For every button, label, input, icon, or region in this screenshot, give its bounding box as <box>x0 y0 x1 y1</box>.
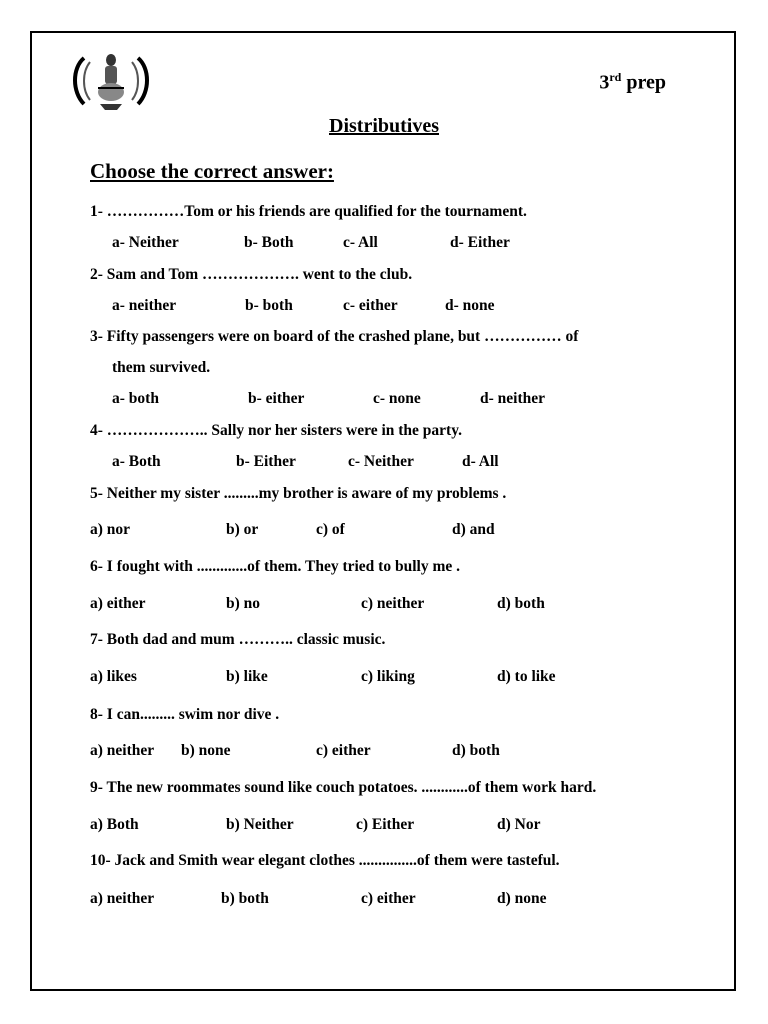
q2-option-d[interactable]: d- none <box>445 297 495 314</box>
q8-option-b[interactable]: b) none <box>181 742 231 759</box>
q7-option-a[interactable]: a) likes <box>90 668 137 685</box>
q2-option-b[interactable]: b- both <box>245 297 293 314</box>
q8-option-a[interactable]: a) neither <box>90 742 155 759</box>
question-3-continued: them survived. <box>112 359 211 376</box>
q1-option-a[interactable]: a- Neither <box>112 234 179 251</box>
q3-option-b[interactable]: b- either <box>248 390 305 407</box>
q6-option-a[interactable]: a) either <box>90 595 146 612</box>
question-2: 2- Sam and Tom ………………. went to the club. <box>90 266 413 283</box>
q9-option-a[interactable]: a) Both <box>90 816 139 833</box>
q3-option-c[interactable]: c- none <box>373 390 421 407</box>
question-7: 7- Both dad and mum ……….. classic music. <box>90 631 386 648</box>
q10-option-d[interactable]: d) none <box>497 890 547 907</box>
q9-option-b[interactable]: b) Neither <box>226 816 294 833</box>
q4-option-c[interactable]: c- Neither <box>348 453 414 470</box>
instruction-heading: Choose the correct answer: <box>90 159 334 183</box>
q7-option-d[interactable]: d) to like <box>497 668 556 685</box>
question-10: 10- Jack and Smith wear elegant clothes ...............of them were tasteful. <box>90 852 560 869</box>
q6-option-c[interactable]: c) neither <box>361 595 425 612</box>
question-9: 9- The new roommates sound like couch potatoes. ............of them work hard. <box>90 779 597 796</box>
q5-option-a[interactable]: a) nor <box>90 521 131 538</box>
q1-option-d[interactable]: d- Either <box>450 234 510 251</box>
q2-option-c[interactable]: c- either <box>343 297 398 314</box>
q2-option-a[interactable]: a- neither <box>112 297 177 314</box>
q3-option-a[interactable]: a- both <box>112 390 159 407</box>
q3-option-d[interactable]: d- neither <box>480 390 546 407</box>
q4-option-a[interactable]: a- Both <box>112 453 161 470</box>
question-3: 3- Fifty passengers were on board of the crashed plane, but …………… of <box>90 328 579 345</box>
school-emblem-logo <box>70 48 152 114</box>
question-6: 6- I fought with .............of them. They tried to bully me . <box>90 558 460 575</box>
question-1: 1- ……………Tom or his friends are qualified for the tournament. <box>90 203 527 220</box>
question-5: 5- Neither my sister .........my brother is aware of my problems . <box>90 485 507 502</box>
q10-option-a[interactable]: a) neither <box>90 890 155 907</box>
q6-option-d[interactable]: d) both <box>497 595 545 612</box>
q7-option-b[interactable]: b) like <box>226 668 268 685</box>
q8-option-d[interactable]: d) both <box>452 742 500 759</box>
q10-option-b[interactable]: b) both <box>221 890 269 907</box>
q8-option-c[interactable]: c) either <box>316 742 371 759</box>
q6-option-b[interactable]: b) no <box>226 595 261 612</box>
q5-option-b[interactable]: b) or <box>226 521 259 538</box>
page-title: Distributives <box>329 115 439 137</box>
q10-option-c[interactable]: c) either <box>361 890 416 907</box>
q4-option-d[interactable]: d- All <box>462 453 499 470</box>
q7-option-c[interactable]: c) liking <box>361 668 415 685</box>
q1-option-c[interactable]: c- All <box>343 234 378 251</box>
q4-option-b[interactable]: b- Either <box>236 453 296 470</box>
q9-option-c[interactable]: c) Either <box>356 816 415 833</box>
grade-label: 3rd prep <box>599 70 666 94</box>
q1-option-b[interactable]: b- Both <box>244 234 294 251</box>
q5-option-c[interactable]: c) of <box>316 521 345 538</box>
q9-option-d[interactable]: d) Nor <box>497 816 541 833</box>
q5-option-d[interactable]: d) and <box>452 521 495 538</box>
question-8: 8- I can......... swim nor dive . <box>90 706 280 723</box>
question-4: 4- ……………….. Sally nor her sisters were in the party. <box>90 422 462 439</box>
